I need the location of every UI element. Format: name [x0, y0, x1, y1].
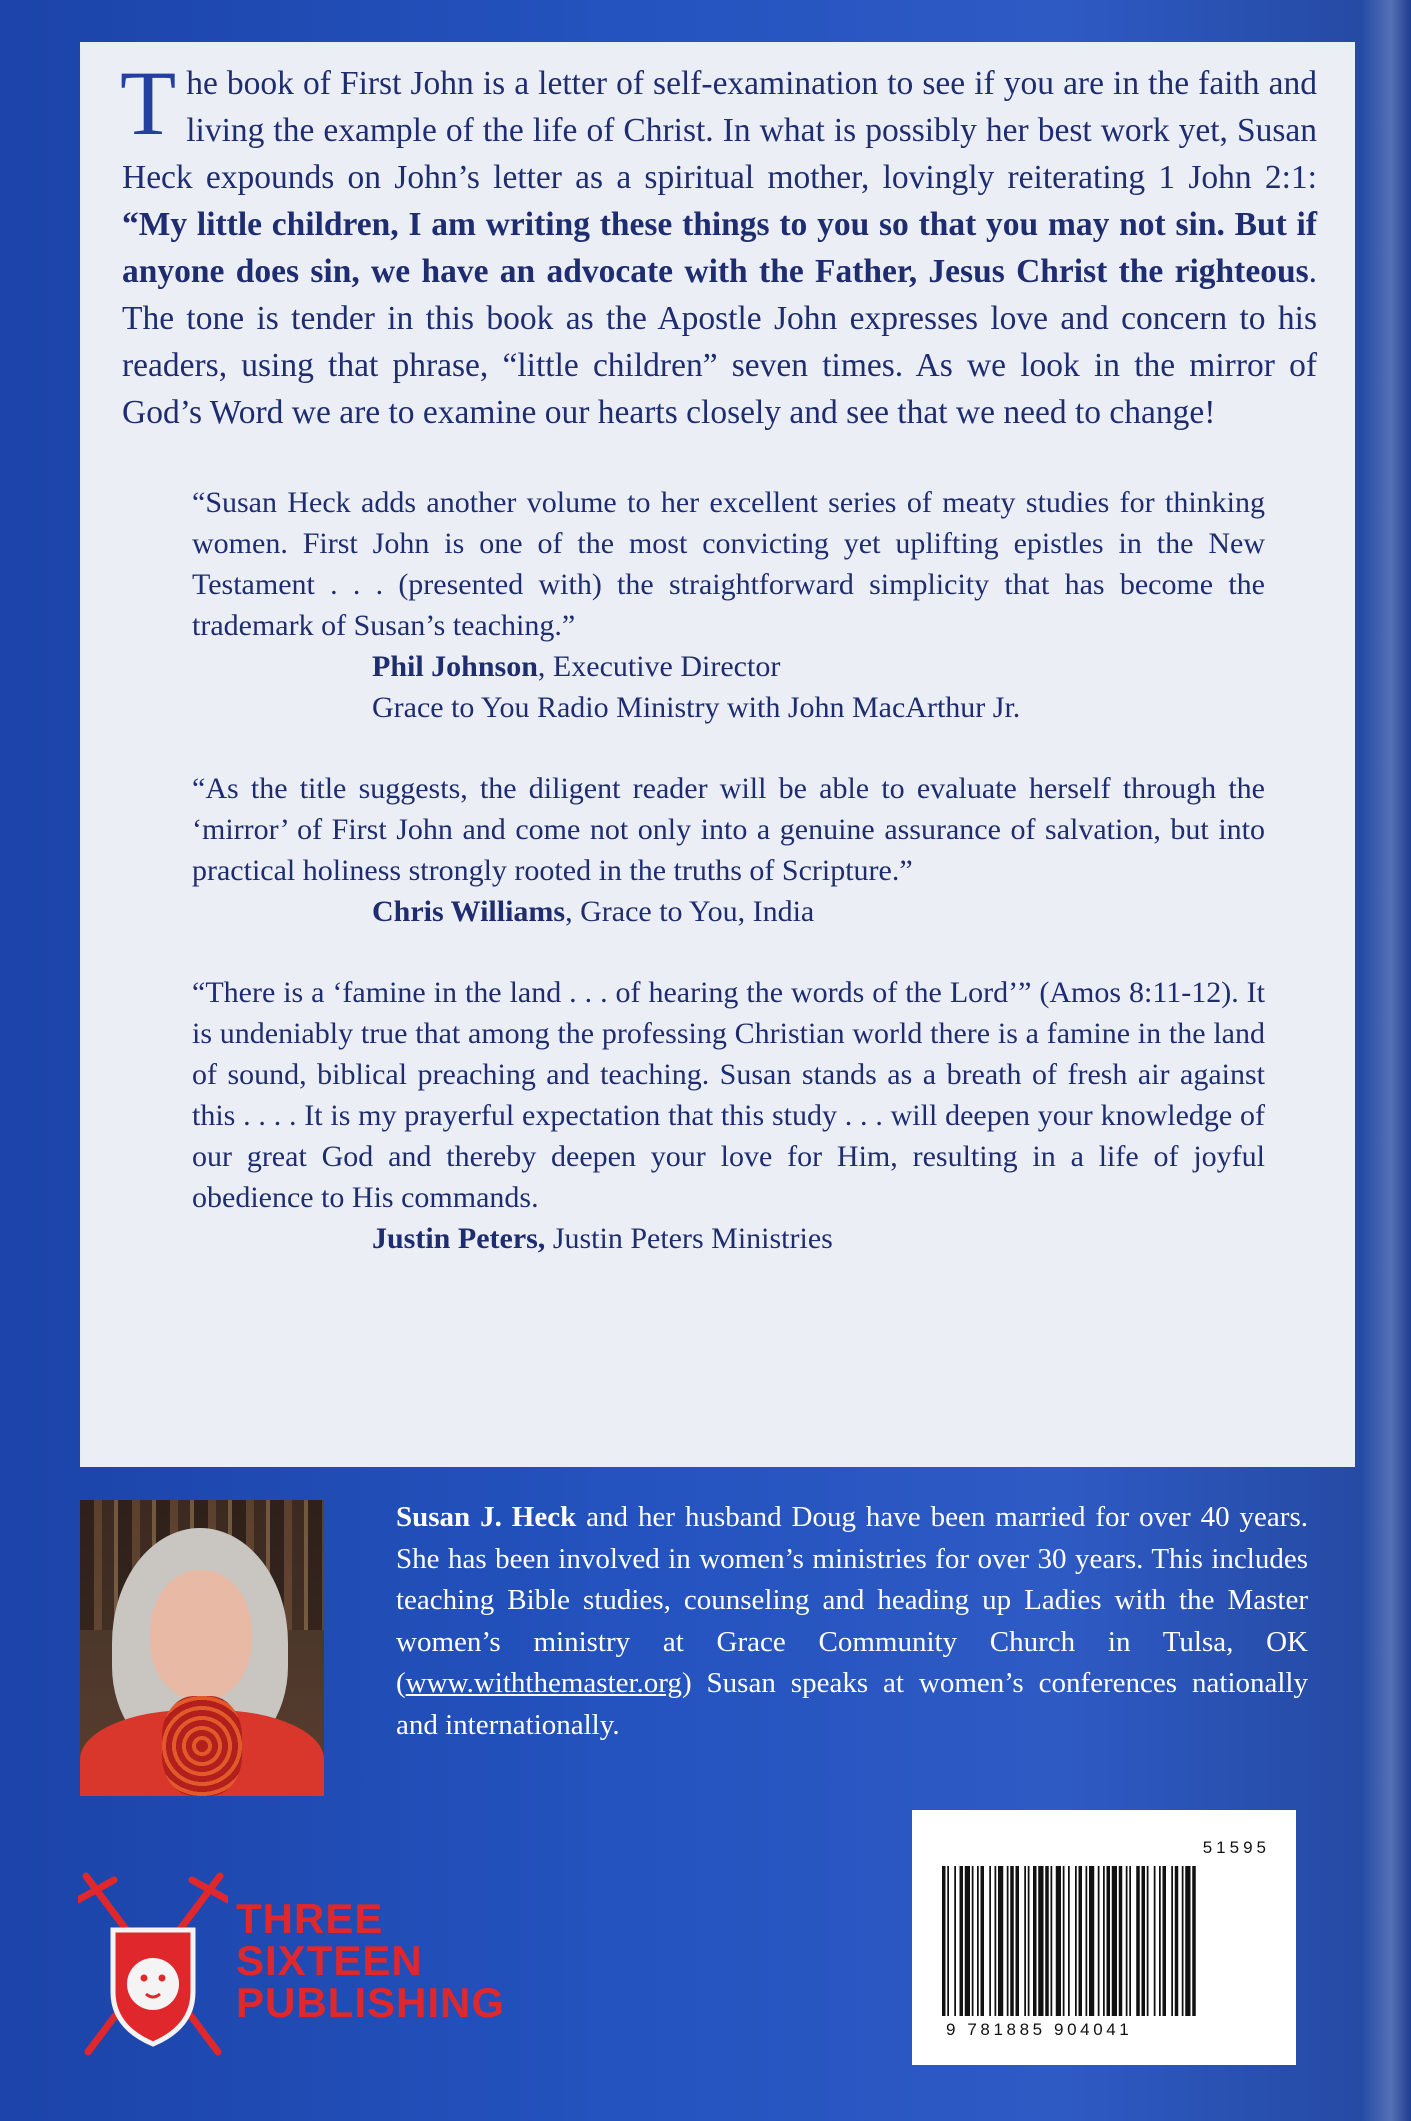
author-bio	[396, 1497, 1308, 1746]
barcode-bar	[1068, 1866, 1070, 2016]
publisher-line-2: SIXTEEN	[236, 1937, 423, 1984]
barcode-bar	[965, 1866, 970, 2016]
endorsement-attribution	[372, 1218, 1265, 1259]
endorsement-chris-williams	[192, 768, 1265, 932]
endorsement-text: “Susan Heck adds another volume to her excellent series of meaty studies for thinking women. First John is one of the most convicting yet uplifting epistles in the New Testament . . . (presented with) the straightforward simplicity that has become the trademark of Susan’s teaching.”	[192, 486, 1265, 642]
intro-paragraph	[120, 52, 1317, 436]
author-website-link[interactable]: www.withthemaster.org	[405, 1667, 682, 1699]
barcode-bar	[1175, 1866, 1179, 2016]
barcode-bar	[1010, 1866, 1014, 2016]
endorsement-text: “There is a ‘famine in the land . . . of hearing the words of the Lord’” (Amos 8:11-12). It is undeniably true that among the professing Christian world there is a famine in the land of sound, biblical preaching and teaching. Susan stands as a breath of fresh air against this . . . . It is my prayerful expectation that this study . . . will deepen your knowledge of our great God and thereby deepen your love for Him, resulting in a life of joyful obedience to His commands.	[192, 976, 1265, 1214]
endorser-name: Phil Johnson	[372, 650, 538, 683]
barcode-bar	[998, 1866, 1003, 2016]
barcode-bar	[1163, 1866, 1167, 2016]
endorsement-phil-johnson	[192, 482, 1265, 728]
barcode-bar	[1147, 1866, 1149, 2016]
endorsement-attribution	[372, 891, 1265, 932]
intro-text-a: he book of First John is a letter of self-examination to see if you are in the faith and living the example of the life of Christ. In what is possibly her best work yet, Susan Heck expounds on John’s letter as a spiritual mother, lovingly reiterating 1 John 2:1:	[122, 65, 1317, 196]
barcode-price-code: 51595	[1202, 1838, 1270, 1857]
author-face	[150, 1570, 252, 1700]
barcode-isbn-digits: 9 781885 904041	[946, 2020, 1133, 2039]
author-name: Susan J. Heck	[396, 1501, 577, 1533]
endorser-organization: Grace to You Radio Ministry with John MacArthur Jr.	[372, 691, 1021, 724]
endorsement-attribution	[372, 646, 1265, 687]
barcode-bar	[1016, 1866, 1020, 2016]
barcode-bar	[1154, 1866, 1156, 2016]
barcode-bar	[977, 1866, 979, 2016]
barcode-bar	[1103, 1866, 1105, 2016]
barcode-bar	[1182, 1866, 1184, 2016]
barcode-bar	[1086, 1866, 1088, 2016]
barcode-bar	[1171, 1866, 1173, 2016]
barcode-bar	[989, 1866, 991, 2016]
barcode-bar	[1051, 1866, 1053, 2016]
barcode-bars	[942, 1866, 1268, 2016]
barcode-bar	[1038, 1866, 1043, 2016]
bio-text-b: ) Susan speaks at women’s conferences nationally and internationally.	[396, 1667, 1308, 1741]
barcode-bar	[1142, 1866, 1146, 2016]
barcode-bar	[995, 1866, 997, 2016]
publisher-line-3: PUBLISHING	[236, 1979, 506, 2026]
barcode-bar	[1024, 1866, 1026, 2016]
endorsement-justin-peters	[192, 972, 1265, 1259]
bio-text-a: and her husband Doug have been married for over 40 years. She has been involved in women’s ministries for over 30 years. This includes teaching Bible studies, counseling and heading up Ladies with the Master women’s ministry at Grace Community Church in Tulsa, OK (	[396, 1501, 1308, 1699]
endorser-role: Justin Peters Ministries	[545, 1222, 833, 1255]
barcode-bar	[1089, 1866, 1094, 2016]
publisher-name	[236, 1895, 506, 2026]
blurb-panel	[80, 42, 1355, 1467]
intro-text-b: . The tone is tender in this book as the Apostle John expresses love and concern to his readers, using that phrase, “little children” seven times. As we look in the mirror of God’s Word we are to examine our hearts closely and see that we need to change!	[122, 253, 1317, 431]
endorser-name: Chris Williams	[372, 895, 566, 928]
endorser-name: Justin Peters,	[372, 1222, 546, 1255]
barcode-bar	[1056, 1866, 1061, 2016]
isbn-barcode	[912, 1810, 1296, 2065]
barcode-bar	[954, 1866, 956, 2016]
barcode-bar	[1126, 1866, 1128, 2016]
barcode-bar	[1159, 1866, 1161, 2016]
endorser-role: , Grace to You, India	[565, 895, 815, 928]
publisher-logo	[78, 1872, 548, 2062]
barcode-bar	[1063, 1866, 1065, 2016]
intro-scripture-quote: “My little children, I am writing these things to you so that you may not sin. But if anyone does sin, we have an advocate with the Father, Jesus Christ the righteous	[122, 206, 1317, 290]
barcode-bar	[960, 1866, 964, 2016]
author-photo	[80, 1500, 324, 1796]
barcode-bar	[1007, 1866, 1009, 2016]
barcode-bar	[1112, 1866, 1117, 2016]
author-scarf	[162, 1696, 242, 1796]
barcode-bar	[942, 1866, 946, 2016]
barcode-bar	[1107, 1866, 1111, 2016]
barcode-bar	[981, 1866, 985, 2016]
barcode-bar	[1136, 1866, 1140, 2016]
endorser-role: , Executive Director	[537, 650, 781, 683]
barcode-bar	[1192, 1866, 1196, 2016]
barcode-bar	[1185, 1866, 1190, 2016]
shield-swords-icon	[78, 1872, 228, 2062]
drop-cap: T	[120, 52, 177, 154]
barcode-bar	[1028, 1866, 1030, 2016]
barcode-bar	[1075, 1866, 1077, 2016]
barcode-bar	[947, 1866, 949, 2016]
endorsement-text: “As the title suggests, the diligent reader will be able to evaluate herself through the ‘mirror’ of First John and come not only into a genuine assurance of salvation, but into practical holiness strongly rooted in the truths of Scripture.”	[192, 772, 1265, 887]
barcode-bar	[1119, 1866, 1123, 2016]
barcode-bar	[1033, 1866, 1037, 2016]
barcode-bar	[972, 1866, 974, 2016]
barcode-bar	[1098, 1866, 1100, 2016]
publisher-line-1: THREE	[236, 1895, 384, 1942]
barcode-bar	[1129, 1866, 1131, 2016]
barcode-bar	[1079, 1866, 1083, 2016]
barcode-bar	[1045, 1866, 1049, 2016]
